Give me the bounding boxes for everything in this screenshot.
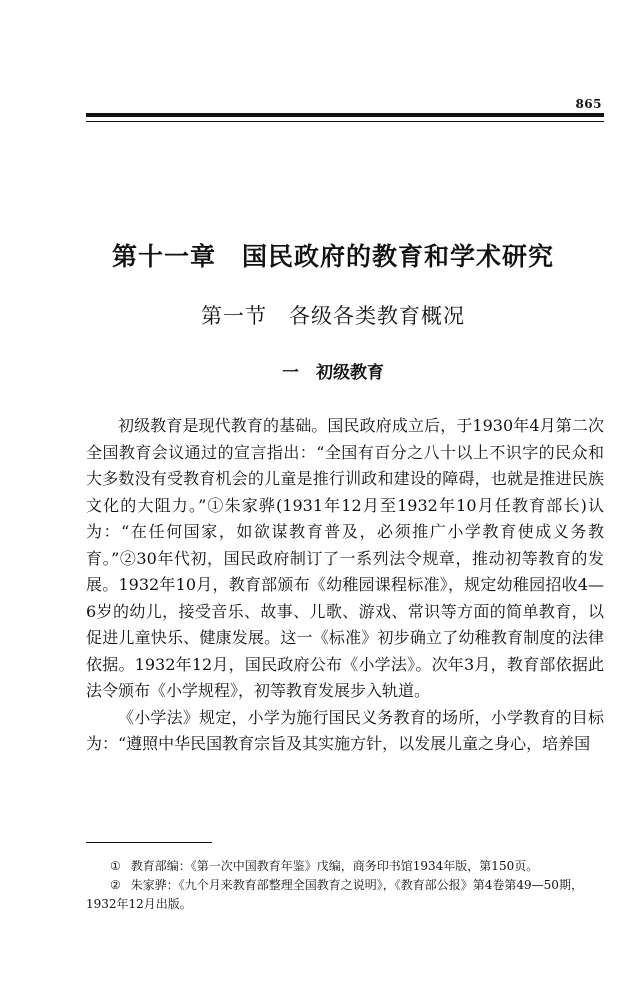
paragraph: 初级教育是现代教育的基础。国民政府成立后，于1930年4月第二次全国教育会议通过的宣言指出：“全国有百分之八十以上不识字的民众和大多数没有受教育机会的儿童是推行训政和建设的障碍，也就是推进民族文化的大阻力。”①朱家骅(1931年12月至1932年10月任教育部长)认为：“在任何国家，如欲谋教育普及，必须推广小学教育使成义务教育。”②30年代初，国民政府制订了一系列法令规章，推动初等教育的发展。1932年10月，教育部颁布《幼稚园课程标准》，规定幼稚园招收4—6岁的幼儿，接受音乐、故事、儿歌、游戏、常识等方面的简单教育，以促进儿童快乐、健康发展。这一《标准》初步确立了幼稚教育制度的法律依据。1932年12月，国民政府公布《小学法》。次年3月，教育部依据此法令颁布《小学规程》，初等教育发展步入轨道。 [86, 416, 604, 700]
footnote [86, 876, 604, 914]
footnote-text: 教育部编：《第一次中国教育年鉴》戊编，商务印书馆1934年版，第150页。 [130, 859, 539, 873]
paragraph: 《小学法》规定，小学为施行国民义务教育的场所，小学教育的目标为：“遵照中华民国教育宗旨及其实施方针，以发展儿童之身心，培养国 [86, 707, 604, 753]
footnote [86, 857, 604, 876]
footnote-mark: ② [110, 878, 121, 892]
body-text [86, 413, 604, 758]
subsection-title: 一 初级教育 [282, 363, 384, 383]
footnote-rule [86, 842, 212, 843]
footnote-text: 朱家骅：《九个月来教育部整理全国教育之说明》，《教育部公报》第4卷第49—50期，1932年12月出版。 [86, 878, 583, 911]
chapter-title: 第十一章 国民政府的教育和学术研究 [111, 242, 554, 271]
header-rule-thin [86, 121, 604, 122]
footnotes [86, 857, 604, 914]
footnote-mark: ① [110, 859, 121, 873]
header-rule-thick [86, 113, 604, 117]
section-title: 第一节 各级各类教育概况 [201, 304, 465, 328]
page-number: 865 [575, 97, 602, 111]
